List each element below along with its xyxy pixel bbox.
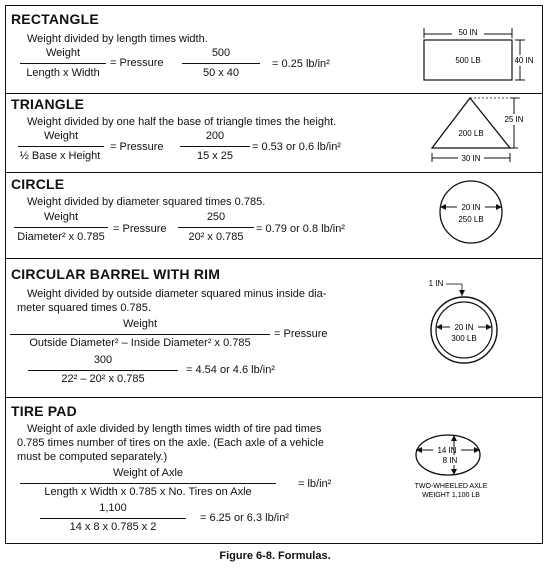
equals-pressure: = Pressure (113, 223, 167, 235)
rim-label: 1 IN (428, 279, 444, 288)
diameter-label: 20 IN (461, 203, 481, 212)
formula-description: Weight divided by length times width. (27, 33, 208, 45)
fraction-bar (20, 63, 106, 64)
equals-pressure: = Pressure (110, 141, 164, 153)
value-numerator: 200 (205, 130, 225, 142)
value-denominator: 15 x 25 (196, 150, 234, 162)
value-numerator: 250 (206, 211, 226, 223)
formula-result: = 4.54 or 4.6 lb/in² (186, 364, 275, 376)
formula-description: Weight divided by outside diameter squared minus inside dia- (27, 288, 327, 300)
section-divider (5, 258, 543, 259)
section-title: TRIANGLE (11, 96, 85, 112)
height-label: 40 IN (514, 56, 534, 65)
formula-denominator: Length x Width x 0.785 x No. Tires on Axle (44, 486, 252, 498)
formula-description: meter squared times 0.785. (17, 302, 151, 314)
load-label: 500 LB (455, 56, 481, 65)
value-denominator: 20² x 0.785 (188, 231, 244, 243)
value-denominator: 22² – 20² x 0.785 (61, 373, 145, 385)
fraction-bar (40, 518, 186, 519)
triangle-diagram (428, 92, 528, 170)
equals-pressure: = Pressure (274, 328, 328, 340)
formula-numerator: Weight (122, 318, 158, 330)
formula-description: must be computed separately.) (17, 451, 168, 463)
fraction-bar (20, 483, 276, 484)
formula-description: 0.785 times number of tires on the axle. (Each axle of a vehicle (17, 437, 324, 449)
formula-denominator: Length x Width (26, 67, 100, 79)
formula-result: = 0.53 or 0.6 lb/in² (252, 141, 341, 153)
barrel-diagram (418, 274, 528, 366)
value-numerator: 300 (93, 354, 113, 366)
formula-description: Weight of axle divided by length times width of tire pad times (27, 423, 322, 435)
fraction-bar (180, 146, 250, 147)
formula-denominator: Outside Diameter² – Inside Diameter² x 0.785 (29, 337, 251, 349)
fraction-bar (10, 334, 270, 335)
formula-numerator: Weight (45, 47, 81, 59)
circle-diagram (437, 178, 507, 248)
value-denominator: 50 x 40 (202, 67, 240, 79)
figure-caption: Figure 6-8. Formulas. (219, 550, 331, 562)
axle-caption: TWO-WHEELED AXLE (414, 483, 488, 490)
value-denominator: 14 x 8 x 0.785 x 2 (69, 521, 157, 533)
section-title: RECTANGLE (11, 11, 99, 27)
section-divider (5, 397, 543, 398)
fraction-bar (182, 63, 260, 64)
tirepad-diagram (408, 428, 538, 512)
section-title: TIRE PAD (11, 403, 77, 419)
formula-result: = 0.79 or 0.8 lb/in² (256, 223, 345, 235)
formula-numerator: Weight of Axle (112, 467, 184, 479)
fraction-bar (28, 370, 178, 371)
value-numerator: 1,100 (99, 502, 127, 514)
formula-denominator: Diameter² x 0.785 (17, 231, 105, 243)
formula-description: Weight divided by one half the base of triangle times the height. (27, 116, 337, 128)
width-label: 50 IN (458, 28, 478, 37)
section-title: CIRCLE (11, 176, 65, 192)
fraction-bar (14, 227, 108, 228)
equals-unit: = lb/in² (298, 478, 332, 490)
formula-result: = 6.25 or 6.3 lb/in² (200, 512, 289, 524)
load-label: 300 LB (451, 334, 477, 343)
formula-numerator: Weight (43, 211, 79, 223)
section-divider (5, 172, 543, 173)
diameter-label: 20 IN (454, 323, 474, 332)
formula-denominator: ½ Base x Height (19, 150, 101, 162)
formula-description: Weight divided by diameter squared times 0.785. (27, 196, 266, 208)
formula-numerator: Weight (43, 130, 79, 142)
triangle-shape (432, 98, 510, 148)
arrowhead (459, 290, 465, 296)
value-numerator: 500 (211, 47, 231, 59)
load-label: 200 LB (458, 129, 484, 138)
rectangle-diagram (420, 18, 535, 86)
height-label: 25 IN (504, 115, 524, 124)
axle-caption: WEIGHT 1,100 LB (422, 492, 480, 499)
base-label: 30 IN (461, 154, 481, 163)
section-title: CIRCULAR BARREL WITH RIM (11, 266, 221, 282)
width-label: 8 IN (442, 456, 458, 465)
fraction-bar (178, 227, 254, 228)
formula-result: = 0.25 lb/in² (272, 58, 330, 70)
fraction-bar (18, 146, 104, 147)
load-label: 250 LB (458, 215, 484, 224)
equals-pressure: = Pressure (110, 57, 164, 69)
length-label: 14 IN (437, 446, 457, 455)
